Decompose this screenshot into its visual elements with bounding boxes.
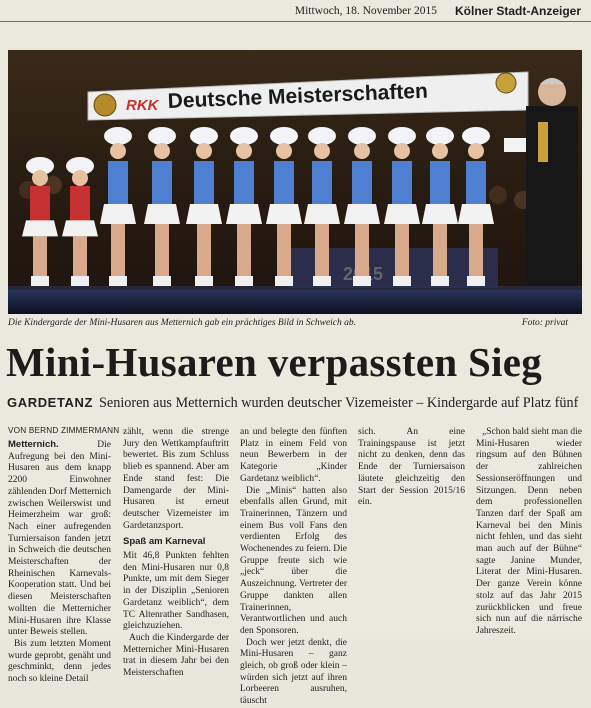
paragraph: Doch wer jetzt denkt, die Mini-Husaren – ganz gleich, ob groß oder klein – würden sich jetzt auf ihren Lorbeeren ausruhen, täuscht <box>240 637 347 707</box>
article-subhead <box>7 394 578 412</box>
banner-logo: RKK <box>126 97 159 114</box>
paragraph: Mit 46,8 Punkten fehlten den Mini-Husaren nur 0,8 Punkte, um mit dem Sieger in der Disziplin „Senioren Gardetanz weiblich“, dem TC Altenrather Sandhasen, gleichzuziehen. <box>123 551 229 632</box>
paragraph: an und belegte den fünften Platz in einem Feld von neun Bewerbern in der Kategorie „Kinder Gardetanz weiblich“. <box>240 427 347 484</box>
article-photo <box>8 50 582 314</box>
article-column-2 <box>123 427 229 680</box>
section-heading: Spaß am Karneval <box>123 536 206 548</box>
subhead-kicker: GARDETANZ <box>7 395 94 410</box>
article-column-1 <box>8 439 111 686</box>
newspaper-name: Kölner Stadt-Anzeiger <box>454 4 581 18</box>
paragraph: zählt, wenn die strenge Jury den Wettkampfauftritt bewertet. Bis zum Schluss blieb es spannend. Aber am Ende stand fest: Die Damengarde der Mini-Husaren ist erneut deutscher Vizemeister im Gardetanzsport. <box>123 427 229 531</box>
dateline: Metternich. <box>8 439 59 450</box>
photo-credit: Foto: privat <box>521 318 568 328</box>
subhead-text: Senioren aus Metternich wurden deutscher Vizemeister – Kindergarde auf Platz fünf <box>99 395 579 411</box>
issue-date: Mittwoch, 18. November 2015 <box>294 5 437 17</box>
page-header <box>0 3 591 22</box>
article-column-5 <box>476 427 582 638</box>
paragraph: Die Aufregung bei den Mini-Husaren aus dem knapp 2200 Einwohner zählenden Dorf Metternich zwischen Weilerswist und Heimerzheim war groß: Nach einer aufregenden Turniersaison fanden jetzt in Schweich die deutschen Meisterschaften der Rheinischen Karnevals-Kooperation statt. Und bei diesen Meisterschaften wollten die Metternicher Mini-Husaren ihre Klasse unter Beweis stellen. <box>8 440 111 638</box>
article-headline: Mini-Husaren verpassten Sieg <box>6 339 543 385</box>
paragraph: Bis zum letzten Moment wurde geprobt, genäht und geschminkt, denn jedes noch so kleine Detail <box>8 638 111 685</box>
paragraph: Auch die Kindergarde der Metternicher Mini-Husaren trat in diesem Jahr bei den Meisterschaften <box>123 632 229 679</box>
byline: VON BERND ZIMMERMANN <box>8 426 120 435</box>
paragraph: sich. An eine Trainingspause ist jetzt nicht zu denken, denn das Ende der Turniersaison läutete gleichzeitig den Start der Session 2015/16 ein. <box>358 427 465 508</box>
banner-title: Deutsche Meisterschaften <box>167 79 429 113</box>
article-column-4 <box>358 427 465 509</box>
article-column-3 <box>240 427 347 708</box>
paragraph: Die „Minis“ hatten also ebenfalls allen Grund, mit Trainerinnen, Tänzern und einem Bus voll Fans den verdienten Erfolg des Wochenendes zu feiern. Die Gruppe freute sich wie „jeck“ über die Auszeichnung. Vertreter der Gruppe dankten allen Trainerinnen, Verantwortlichen und auch den Sponsoren. <box>240 485 347 636</box>
caption-text: Die Kindergarde der Mini-Husaren aus Metternich gab ein prächtiges Bild in Schweich ab. <box>8 318 357 328</box>
photo-caption <box>8 318 582 328</box>
paragraph: „Schon bald sieht man die Mini-Husaren wieder ringsum auf den Bühnen der zahlreichen Sessionseröffnungen und Sitzungen. Denn neben dem professionellen Tanzen darf der Spaß am Karneval bei den Minis nicht fehlen, und das sieht man auch auf der Bühne“ sagte Janine Munder, Literat der Mini-Husaren. Der ganze Verein könne stolz auf das Jahr 2015 zurückblicken und freue sich nun auf die närrische Jahreszeit. <box>476 427 582 636</box>
